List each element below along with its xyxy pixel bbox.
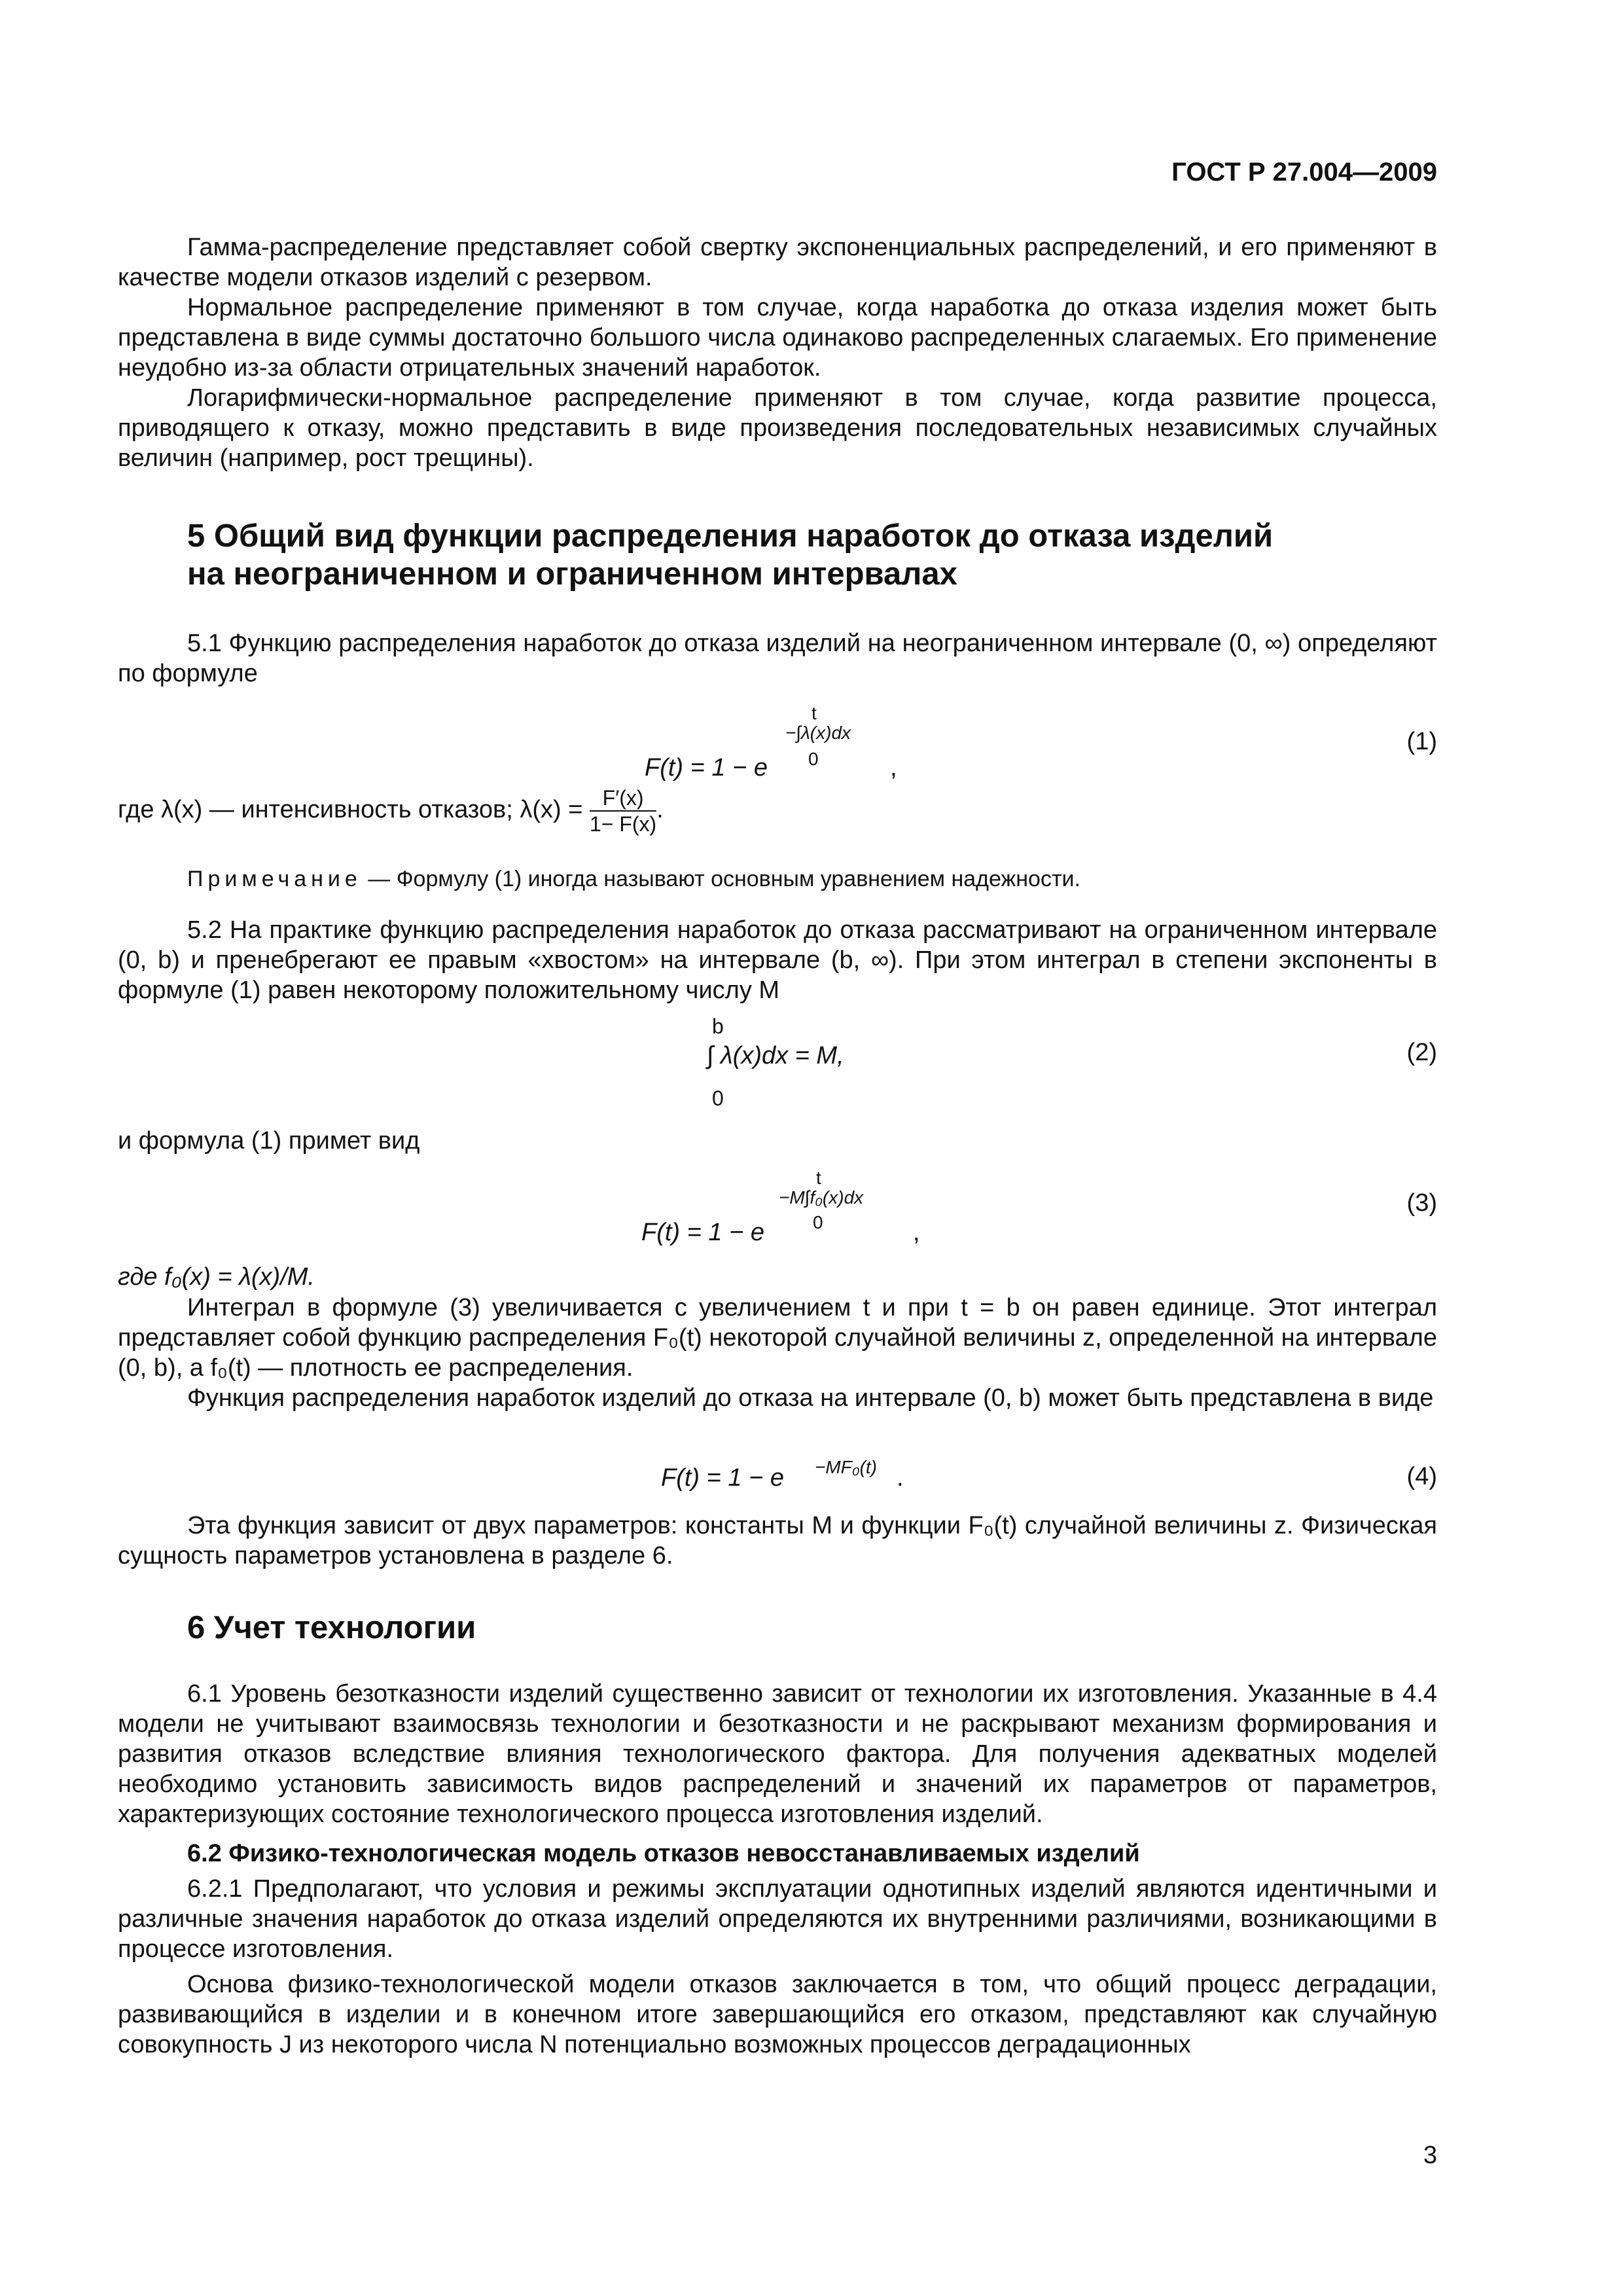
eq4-lhs: F(t) = 1 − e [661,1464,784,1492]
document-page [118,0,1437,2296]
paragraph-6-1: 6.1 Уровень безотказности изделий существенно зависит от технологии их изготовления. Указанные в 4.4 модели не учитывают взаимосвязь технологии и безотказности и не раскрывают механизм формирования и развития отказов вследствие влияния технологического фактора. Для получения адекватных моделей необходимо установить зависимость видов распределений и значений их параметров от параметров, характеризующих состояние технологического процесса изготовления изделий. [118,1680,1437,1828]
note-block [118,864,1437,894]
eq3-number: (3) [1406,1189,1437,1217]
section-5-title-line-2: на неограниченном и ограниченном интервалах [187,556,957,592]
equation-2 [118,1011,1437,1116]
where-f0 [118,1262,1437,1292]
where1-denominator: 1− F(x) [589,812,657,836]
where1-tail: . [656,796,664,824]
lead-eq3 [118,1126,1437,1156]
section-6-title: 6 Учет технологии [187,1610,476,1645]
eq4-number: (4) [1406,1463,1437,1490]
eq2-upper: b [712,1014,724,1038]
note-label: Примечание [187,867,362,891]
section-6-heading [118,1609,1437,1647]
note [118,864,1437,894]
intro-block [118,232,1437,473]
where3-text: где f₀(x) = λ(x)/M. [118,1263,315,1291]
paragraph-5-1-block [118,628,1437,689]
standard-header: ГОСТ Р 27.004—2009 [1171,158,1437,187]
eq1-lhs: F(t) = 1 − e [645,754,768,781]
params-block [118,1511,1437,1571]
eq1-number: (1) [1406,728,1437,755]
paragraph-integral: Интеграл в формуле (3) увеличивается с увеличением t и при t = b он равен единице. Этот интеграл представляет собой функцию распределения F₀(t) некоторой случайной величины z, определенной на интервале (0, b), а f₀(t) — плотность ее распределения. [118,1294,1437,1382]
lead-eq3-text: и формула (1) примет вид [118,1127,420,1155]
equation-3 [118,1162,1437,1273]
paragraph-5-1: 5.1 Функцию распределения наработок до отказа изделий на неограниченном интервале (0, ∞) определяют по формуле [118,630,1437,687]
integral-block [118,1293,1437,1413]
eq2-lower: 0 [712,1086,724,1110]
note-text: — Формулу (1) иногда называют основным уравнением надежности. [361,867,1080,891]
paragraph-basis: Основа физико-технологической модели отказов заключается в том, что общий процесс деградации, развивающийся в изделии и в конечном итоге завершающийся его отказом, представляют как случайную совокупность J из некоторого числа N потенциально возможных процессов деградационных [118,1971,1437,2058]
paragraph-gamma: Гамма-распределение представляет собой свертку экспоненциальных распределений, и его применяют в качестве модели отказов изделий с резервом. [118,234,1437,291]
where-lambda [118,785,1437,836]
section-6-body [118,1679,1437,2060]
paragraph-5-2-block [118,915,1437,1005]
eq3-tail: , [913,1219,920,1246]
section-5-title-line-1: 5 Общий вид функции распределения наработок до отказа изделий [187,518,1274,554]
eq4-tail: . [897,1464,904,1492]
eq3-exp-body: −M∫f₀(x)dx [779,1187,864,1208]
paragraph-func: Функция распределения наработок изделий до отказа на интервале (0, b) может быть представлена в виде [187,1384,1434,1412]
heading-6-2: 6.2 Физико-технологическая модель отказов невосстанавливаемых изделий [187,1840,1140,1867]
eq3-exp-lower: 0 [813,1212,823,1232]
where1-prefix: где λ(x) — интенсивность отказов; λ(x) = [118,796,583,824]
paragraph-lognormal: Логарифмически-нормальное распределение применяют в том случае, когда развитие процесса, приводящего к отказу, можно представить в виде произведения последовательных независимых случайных величин (например, рост трещины). [118,384,1437,472]
paragraph-normal: Нормальное распределение применяют в том случае, когда наработка до отказа изделия может быть представлена в виде суммы достаточно большого числа одинаково распределенных слагаемых. Его применение неудобно из-за области отрицательных значений наработок. [118,294,1437,382]
eq3-lhs: F(t) = 1 − e [641,1219,764,1246]
eq1-exp-lower: 0 [808,749,819,769]
where1-numerator: F′(x) [590,785,656,812]
paragraph-5-2: 5.2 На практике функцию распределения наработок до отказа рассматривают на ограниченном интервале (0, b) и пренебрегают ее правым «хвостом» на интервале (b, ∞). При этом интеграл в степени экспоненты в формуле (1) равен некоторому положительному числу M [118,916,1437,1004]
eq2-number: (2) [1406,1039,1437,1066]
paragraph-params: Эта функция зависит от двух параметров: константы M и функции F₀(t) случайной величины z. Физическая сущность параметров установлена в разделе 6. [118,1512,1437,1570]
eq3-exp-upper: t [816,1168,821,1188]
eq2-body: ∫ λ(x)dx = M, [707,1042,844,1069]
equation-4 [118,1456,1437,1509]
page-number: 3 [1423,2142,1437,2169]
where1-fraction [590,785,656,836]
eq1-exp-body: −∫λ(x)dx [785,723,851,743]
eq1-exp-upper: t [812,703,817,723]
section-5-heading [118,517,1437,593]
eq1-tail: , [890,754,897,781]
eq4-exp: −MF₀(t) [815,1457,878,1477]
paragraph-6-2-1: 6.2.1 Предполагают, что условия и режимы эксплуатации однотипных изделий являются идентичными и различные значения наработок до отказа изделий определяются их внутренними различиями, возникающими в процессе изготовления. [118,1875,1437,1963]
